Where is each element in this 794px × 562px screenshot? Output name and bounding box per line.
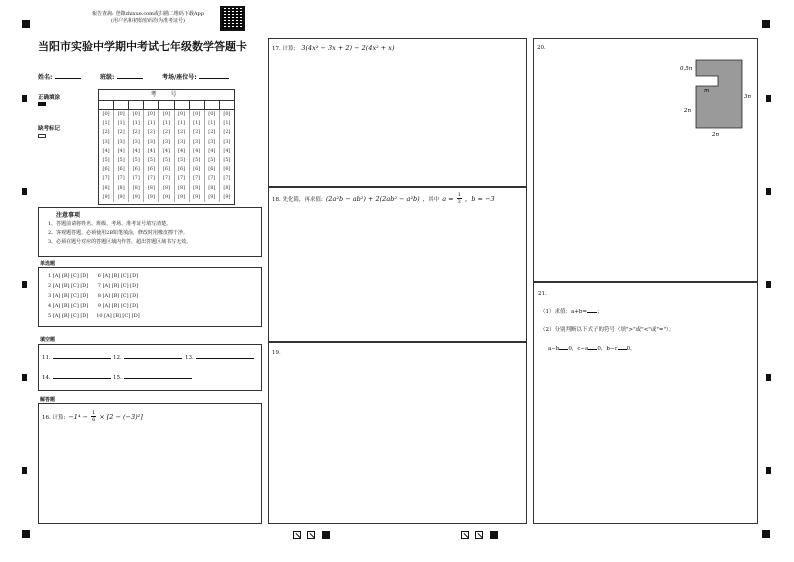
exam-id-digit-bubble[interactable]: [8] xyxy=(162,184,171,191)
q21-answer-box[interactable] xyxy=(533,282,758,524)
exam-id-digit-bubble[interactable]: [3] xyxy=(117,138,125,145)
q18-where: ，其中 xyxy=(422,196,440,203)
timing-mark xyxy=(766,95,771,102)
exam-id-digit-bubble[interactable]: [8] xyxy=(208,184,216,191)
exam-id-digit-bubble[interactable]: [0] xyxy=(193,111,201,117)
exam-id-digit-bubble[interactable]: [8] xyxy=(102,184,110,191)
bottom-mark-box xyxy=(475,531,483,539)
exam-id-digit-bubble[interactable]: [8] xyxy=(178,184,186,191)
mc-row[interactable]: 5 [A] [B] [C] [D] 10 [A] [B] [C] [D] xyxy=(48,313,140,319)
blank-q13[interactable]: 13. xyxy=(185,355,254,361)
corner-mark-top-left xyxy=(22,20,30,28)
exam-id-digit-bubble[interactable]: [6] xyxy=(132,166,140,173)
q16-label: 16. 计算: xyxy=(42,414,66,421)
exam-id-digit-bubble[interactable]: [7] xyxy=(193,175,201,182)
bottom-mark-box xyxy=(307,531,315,539)
exam-id-digit-bubble[interactable]: [3] xyxy=(147,138,155,145)
exam-id-digit-bubble[interactable]: [7] xyxy=(162,175,171,182)
q21-part1: （1）求值：a+b= ； xyxy=(540,309,603,315)
exam-id-column xyxy=(144,110,159,202)
q20-label-left: 2n xyxy=(684,108,692,114)
exam-id-digit-bubble[interactable]: [7] xyxy=(178,175,186,182)
exam-id-digit-bubble[interactable]: [3] xyxy=(162,138,171,145)
timing-mark xyxy=(22,281,27,288)
exam-id-digit-bubble[interactable]: [6] xyxy=(223,166,231,173)
exam-id-digit-bubble[interactable]: [5] xyxy=(223,157,231,164)
exam-id-digit-bubble[interactable]: [5] xyxy=(208,157,216,164)
corner-mark-top-right xyxy=(762,20,770,28)
q16-expr-b: × [2 − (−3)²] xyxy=(99,412,143,421)
timing-mark xyxy=(22,95,27,102)
q18-expr: (2a²b − ab²) + 2(2ab² − a²b) xyxy=(325,194,420,203)
bottom-mark-solid xyxy=(490,531,498,539)
blank-q14[interactable]: 14. xyxy=(42,375,111,381)
mc-row[interactable]: 1 [A] [B] [C] [D] 6 [A] [B] [C] [D] xyxy=(48,273,139,279)
exam-id-digit-bubble[interactable]: [6] xyxy=(117,166,125,173)
q20-label-top: 0.5n xyxy=(680,66,693,72)
timing-mark xyxy=(22,374,27,381)
exam-id-digit-bubble[interactable]: [8] xyxy=(132,184,140,191)
exam-id-column xyxy=(175,110,190,202)
exam-id-digit-bubble[interactable]: [6] xyxy=(178,166,186,173)
qr-code-icon xyxy=(220,6,245,31)
exam-id-digit-bubble[interactable]: [0] xyxy=(102,111,110,117)
q18-prompt xyxy=(272,192,495,205)
exam-id-digit-bubble[interactable]: [0] xyxy=(132,111,140,117)
exam-id-digit-bubble[interactable]: [8] xyxy=(117,184,125,191)
exam-id-digit-bubble[interactable]: [3] xyxy=(178,138,186,145)
missing-mark-label: 缺考标记 xyxy=(38,126,61,132)
q20-label: 20. xyxy=(537,45,546,51)
exam-id-digit-bubble[interactable]: [2] xyxy=(178,129,186,136)
room-seat-label: 考场/座位号: xyxy=(162,72,229,81)
q16-expr-a: −1⁴ − xyxy=(68,412,89,421)
exam-id-digit-bubble[interactable]: [7] xyxy=(208,175,216,182)
exam-id-digit-bubble[interactable]: [2] xyxy=(162,129,171,136)
exam-id-column xyxy=(159,110,174,202)
exam-id-digit-bubble[interactable]: [1] xyxy=(117,120,125,127)
exam-id-digit-bubble[interactable]: [0] xyxy=(223,111,231,117)
exam-id-digit-bubble[interactable]: [4] xyxy=(223,147,231,154)
exam-id-digit-bubble[interactable]: [8] xyxy=(193,184,201,191)
q20-figure xyxy=(678,56,758,140)
exam-id-column xyxy=(99,110,114,202)
exam-id-digit-bubble[interactable]: [2] xyxy=(147,129,155,136)
exam-id-digit-bubble[interactable]: [0] xyxy=(178,111,186,117)
exam-id-digit-bubble[interactable]: [7] xyxy=(223,175,231,182)
exam-id-digit-bubble[interactable]: [1] xyxy=(178,120,186,127)
exam-id-digit-bubble[interactable]: [1] xyxy=(162,120,171,127)
exam-id-digit-bubble[interactable]: [0] xyxy=(147,111,155,117)
exam-id-digit-bubble[interactable]: [4] xyxy=(102,147,110,154)
exam-id-digit-bubble[interactable]: [6] xyxy=(147,166,155,173)
exam-id-digit-bubble[interactable]: [7] xyxy=(117,175,125,182)
exam-id-digit-bubble[interactable]: [4] xyxy=(208,147,216,154)
timing-mark xyxy=(766,374,771,381)
report-line-2: (用户名和初始密码均为准考证号) xyxy=(111,18,185,24)
mc-row[interactable]: 3 [A] [B] [C] [D] 8 [A] [B] [C] [D] xyxy=(48,293,139,299)
q19-label: 19. xyxy=(272,350,281,356)
mc-row[interactable]: 2 [A] [B] [C] [D] 7 [A] [B] [C] [D] xyxy=(48,283,139,289)
notice-item-2: 2、客观题答题，必须使用2B铅笔填涂，修改时用橡皮擦干净。 xyxy=(48,230,189,236)
q20-label-right: 3n xyxy=(744,94,752,100)
exam-id-digit-bubble[interactable]: [1] xyxy=(193,120,201,127)
bottom-mark-solid xyxy=(322,531,330,539)
page-title: 当阳市实验中学期中考试七年级数学答题卡 xyxy=(38,40,247,53)
exam-id-digit-bubble[interactable]: [2] xyxy=(223,129,231,136)
exam-id-digit-bubble[interactable]: [4] xyxy=(132,147,140,154)
exam-id-digit-bubble[interactable]: [5] xyxy=(178,157,186,164)
exam-id-digit-bubble[interactable]: [3] xyxy=(102,138,110,145)
exam-id-digit-bubble[interactable]: [8] xyxy=(147,184,155,191)
exam-id-digit-bubble[interactable]: [9] xyxy=(193,193,201,200)
report-line-1: 報告查詢: 登錄zhixue.com或扫描二维码下载App xyxy=(92,11,204,17)
mc-row[interactable]: 4 [A] [B] [C] [D] 9 [A] [B] [C] [D] xyxy=(48,303,139,309)
exam-id-digit-bubble[interactable]: [2] xyxy=(102,129,110,136)
exam-id-digit-bubble[interactable]: [1] xyxy=(147,120,155,127)
q17-label: 17. 计算: xyxy=(272,46,296,52)
exam-id-digit-bubble[interactable]: [3] xyxy=(132,138,140,145)
blank-q12[interactable]: 12. xyxy=(113,355,182,361)
blank-q15[interactable]: 15. xyxy=(113,375,192,381)
notice-title: 注意事项 xyxy=(56,212,81,219)
q18-a-fraction: $\frac{1}{3}$ xyxy=(457,192,461,205)
exam-id-digit-bubble[interactable]: [5] xyxy=(162,157,171,164)
name-field[interactable] xyxy=(63,72,91,80)
corner-mark-bottom-left xyxy=(22,530,30,538)
exam-id-grid xyxy=(98,89,235,205)
q21-part2: （2）分别判断以下式子的符号（填">"或"<"或"="）； xyxy=(540,327,675,333)
corner-mark-bottom-right xyxy=(762,530,770,538)
q18-label: 18. 先化简，再求值: xyxy=(272,196,323,203)
exam-id-digit-bubble[interactable]: [0] xyxy=(117,111,125,117)
bottom-mark-box xyxy=(293,531,301,539)
exam-id-digit-bubble[interactable]: [6] xyxy=(162,166,171,173)
exam-id-digit-bubble[interactable]: [4] xyxy=(117,147,125,154)
class-label: 班级: xyxy=(100,72,143,81)
q21-label: 21. xyxy=(538,291,547,297)
exam-id-header: 考 号 xyxy=(99,90,234,101)
q19-answer-box[interactable] xyxy=(268,342,527,524)
exam-id-digit-bubble[interactable]: [3] xyxy=(208,138,216,145)
class-field[interactable] xyxy=(126,72,154,80)
timing-mark xyxy=(766,281,771,288)
notice-item-1: 1、答题前请将姓名、班级、考场、准考证号填写清楚。 xyxy=(48,221,172,227)
q18-b: ，b = −3 xyxy=(464,195,495,203)
exam-id-digit-bubble[interactable]: [1] xyxy=(208,120,216,127)
exam-id-digit-bubble[interactable]: [7] xyxy=(102,175,110,182)
exam-id-digit-bubble[interactable]: [9] xyxy=(178,193,186,200)
timing-mark xyxy=(766,467,771,474)
timing-mark xyxy=(22,188,27,195)
exam-id-digit-bubble[interactable]: [6] xyxy=(208,166,216,173)
exam-id-column xyxy=(129,110,144,202)
blank-q11[interactable]: 11. xyxy=(42,355,111,361)
fill-blank-section-title: 填空题 xyxy=(40,337,56,343)
exam-id-digit-bubble[interactable]: [2] xyxy=(208,129,216,136)
missing-mark-box[interactable] xyxy=(38,134,46,138)
exam-id-digit-bubble[interactable]: [7] xyxy=(147,175,155,182)
exam-id-digit-bubble[interactable]: [6] xyxy=(102,166,110,173)
exam-id-digit-bubble[interactable]: [4] xyxy=(193,147,201,154)
mc-rows xyxy=(48,271,140,321)
q20-label-inner: m xyxy=(704,88,710,94)
notice-item-3: 3、必须在题号对应的答题区域内作答，超出答题区域书写无效。 xyxy=(48,239,192,245)
q20-label-bottom: 2n xyxy=(712,132,720,138)
exam-id-digit-bubble[interactable]: [2] xyxy=(132,129,140,136)
exam-id-digit-bubble[interactable]: [4] xyxy=(162,147,171,154)
exam-id-digit-bubble[interactable]: [3] xyxy=(193,138,201,145)
exam-id-digit-bubble[interactable]: [9] xyxy=(223,193,231,200)
exam-id-digit-bubble[interactable]: [9] xyxy=(208,193,216,200)
exam-id-digit-bubble[interactable]: [1] xyxy=(223,120,231,127)
exam-id-digit-bubble[interactable]: [0] xyxy=(162,111,171,117)
q17-expr: 3(4x² − 3x + 2) − 2(4x² + x) xyxy=(301,44,395,52)
exam-id-column xyxy=(205,110,220,202)
exam-id-digit-bubble[interactable]: [0] xyxy=(208,111,216,117)
solve-section-title: 解答题 xyxy=(40,397,56,403)
exam-id-write-row[interactable] xyxy=(99,101,234,110)
exam-id-digit-bubble[interactable]: [5] xyxy=(102,157,110,164)
exam-id-digit-bubble[interactable]: [5] xyxy=(132,157,140,164)
name-label: 姓名: xyxy=(38,72,81,81)
mc-section-title: 单选题 xyxy=(40,261,56,267)
exam-id-digit-bubble[interactable]: [9] xyxy=(162,193,171,200)
exam-id-digit-bubble[interactable]: [8] xyxy=(223,184,231,191)
exam-id-digit-bubble[interactable]: [2] xyxy=(193,129,201,136)
room-seat-field[interactable] xyxy=(214,72,246,80)
exam-id-digit-bubble[interactable]: [9] xyxy=(117,193,125,200)
exam-id-digit-bubble[interactable]: [6] xyxy=(193,166,201,173)
q18-answer-box[interactable] xyxy=(268,187,527,342)
correct-fill-label: 正确填涂 xyxy=(38,95,61,101)
q18-a: a = xyxy=(442,194,454,203)
q17-prompt xyxy=(272,44,395,52)
bottom-mark-box xyxy=(461,531,469,539)
exam-id-column xyxy=(114,110,129,202)
exam-id-digit-bubble[interactable]: [5] xyxy=(117,157,125,164)
exam-id-digit-bubble[interactable]: [9] xyxy=(147,193,155,200)
q17-answer-box[interactable] xyxy=(268,38,527,187)
exam-id-columns xyxy=(99,110,234,202)
exam-id-digit-bubble[interactable]: [9] xyxy=(132,193,140,200)
exam-id-column xyxy=(190,110,205,202)
exam-id-digit-bubble[interactable]: [5] xyxy=(193,157,201,164)
exam-id-digit-bubble[interactable]: [4] xyxy=(147,147,155,154)
exam-id-digit-bubble[interactable]: [5] xyxy=(147,157,155,164)
exam-id-digit-bubble[interactable]: [3] xyxy=(223,138,231,145)
q20-shape xyxy=(696,60,742,128)
exam-id-digit-bubble[interactable]: [2] xyxy=(117,129,125,136)
exam-id-digit-bubble[interactable]: [1] xyxy=(132,120,140,127)
q21-part3: a−b 0，c−a 0，b−c 0。 xyxy=(548,346,636,352)
exam-id-digit-bubble[interactable]: [7] xyxy=(132,175,140,182)
exam-id-digit-bubble[interactable]: [1] xyxy=(102,120,110,127)
correct-fill-sample xyxy=(38,102,46,106)
q16-fraction: $\frac{1}{6}$ xyxy=(92,410,96,423)
timing-mark xyxy=(22,467,27,474)
exam-id-digit-bubble[interactable]: [4] xyxy=(178,147,186,154)
exam-id-digit-bubble[interactable]: [9] xyxy=(102,193,110,200)
exam-id-column xyxy=(220,110,234,202)
q16-prompt xyxy=(42,410,143,423)
timing-mark xyxy=(766,188,771,195)
fill-blank-box xyxy=(38,344,262,391)
